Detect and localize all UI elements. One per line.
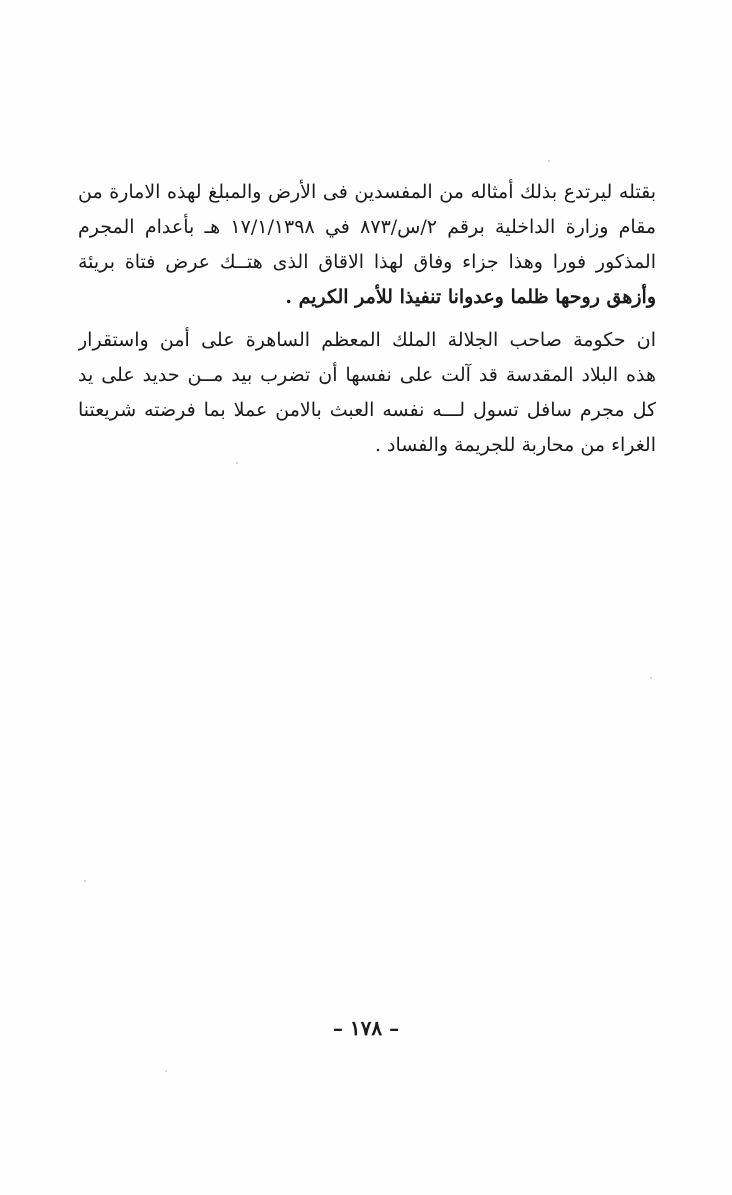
paper-speck bbox=[165, 1070, 167, 1072]
paper-speck bbox=[650, 677, 652, 679]
paragraph-line: كل مجرم سافل تسول لـــه نفسه العبث بالامن عملا بما فرضته شريعتنا bbox=[78, 399, 656, 421]
paper-speck bbox=[84, 880, 86, 882]
paragraph-line: مقام وزارة الداخلية برقم ٢/س/٨٧٣ في ١٧/١/١٣٩٨ هـ بأعدام المجرم bbox=[78, 216, 656, 238]
paragraph-line: وأزهق روحها ظلما وعدوانا تنفيذا للأمر الكريم . bbox=[285, 286, 656, 308]
paragraph-line: هذه البلاد المقدسة قد آلت على نفسها أن تضرب بيد مــن حديد على يد bbox=[78, 364, 656, 386]
paper-speck bbox=[236, 462, 238, 464]
page-number: – ١٧٨ – bbox=[332, 1016, 400, 1040]
paragraph-1 bbox=[78, 175, 656, 315]
paragraph-line: المذكور فورا وهذا جزاء وفاق لهذا الاقاق الذى هتــك عرض فتاة بريئة bbox=[78, 251, 656, 273]
paragraph-line: بقتله ليرتدع بذلك أمثاله من المفسدين فى الأرض والمبلغ لهذه الامارة من bbox=[78, 181, 656, 203]
paragraph-line: ان حكومة صاحب الجلالة الملك المعظم الساهرة على أمن واستقرار bbox=[78, 329, 656, 351]
paper-speck bbox=[548, 160, 550, 162]
paragraph-line: الغراء من محاربة للجريمة والفساد . bbox=[374, 434, 656, 456]
paragraph-2 bbox=[78, 323, 656, 463]
